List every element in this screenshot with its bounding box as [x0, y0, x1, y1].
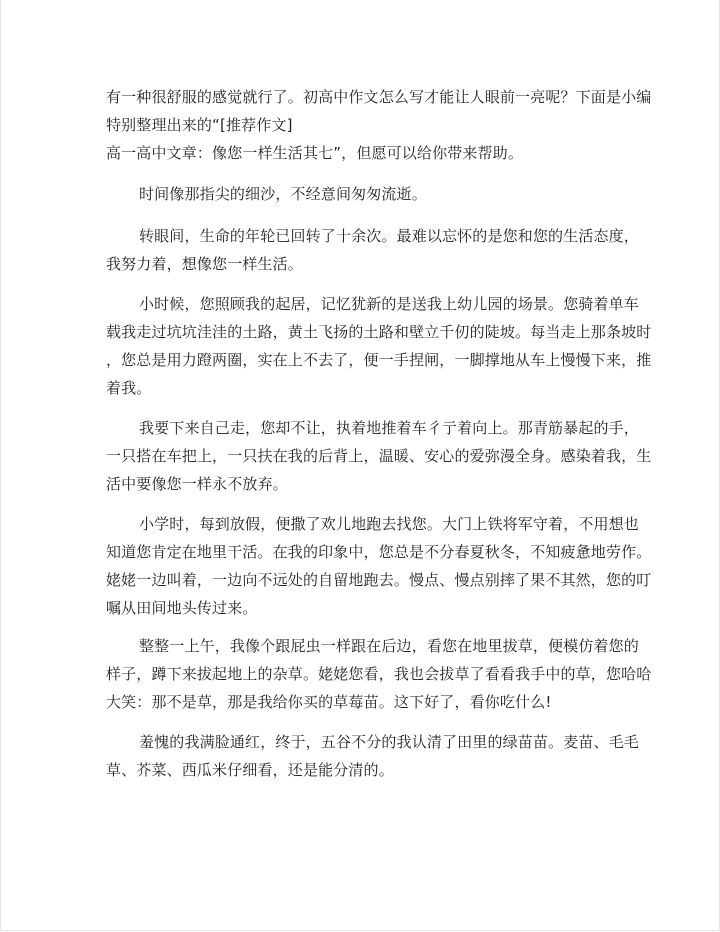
intro-line: 高一高中文章：像您一样生活其七”，但愿可以给你带来帮助。 [106, 144, 523, 162]
paragraph-line: 我要下来自己走，您却不让，执着地推着车彳亍着向上。那青筋暴起的手， [139, 419, 639, 437]
paragraph-line: 一只搭在车把上，一只扶在我的后背上，温暖、安心的爱弥漫全身。感染着我，生 [106, 447, 652, 465]
paragraph-line: 转眼间，生命的年轮已回转了十余次。最难以忘怀的是您和您的生活态度， [139, 227, 639, 245]
paragraph-line: ，您总是用力蹬两圈，实在上不去了，便一手捏闸，一脚撑地从车上慢慢下来，推 [106, 351, 652, 369]
paragraph-line: 知道您肯定在地里干活。在我的印象中，您总是不分春夏秋冬，不知疲惫地劳作。 [106, 543, 652, 561]
paragraph-line: 着我。 [106, 379, 152, 397]
paragraph-line: 我努力着，想像您一样生活。 [106, 255, 303, 273]
paragraph-line: 载我走过坑坑洼洼的土路，黄土飞扬的土路和壁立千仞的陡坡。每当走上那条坡时 [106, 323, 652, 341]
intro-line: 有一种很舒服的感觉就行了。初高中作文怎么写才能让人眼前一亮呢？下面是小编 [106, 88, 652, 106]
paragraph-line: 时间像那指尖的细沙，不经意间匆匆流逝。 [139, 185, 427, 203]
paragraph-line: 活中要像您一样永不放弃。 [106, 475, 288, 493]
paragraph-line: 样子，蹲下来拔起地上的杂草。姥姥您看，我也会拔草了看看我手中的草，您哈哈 [106, 665, 652, 683]
paragraph-line: 大笑：那不是草，那是我给你买的草莓苗。这下好了，看你吃什么! [106, 693, 552, 711]
intro-line: 特别整理出来的“[推荐作文] [106, 116, 293, 134]
paragraph-line: 小学时，每到放假，便撒了欢儿地跑去找您。大门上铁将军守着，不用想也 [139, 515, 639, 533]
paragraph-line: 草、芥菜、西瓜米仔细看，还是能分清的。 [106, 761, 394, 779]
paragraph-line: 嘱从田间地头传过来。 [106, 599, 258, 617]
paragraph-line: 小时候，您照顾我的起居，记忆犹新的是送我上幼儿园的场景。您骑着单车 [139, 295, 639, 313]
paragraph-line: 羞愧的我满脸通红，终于，五谷不分的我认清了田里的绿苗苗。麦苗、毛毛 [139, 733, 639, 751]
paragraph-line: 姥姥一边叫着，一边向不远处的自留地跑去。慢点、慢点别摔了果不其然，您的叮 [106, 571, 652, 589]
paragraph-line: 整整一上午，我像个跟屁虫一样跟在后边，看您在地里拔草，便模仿着您的 [139, 637, 639, 655]
